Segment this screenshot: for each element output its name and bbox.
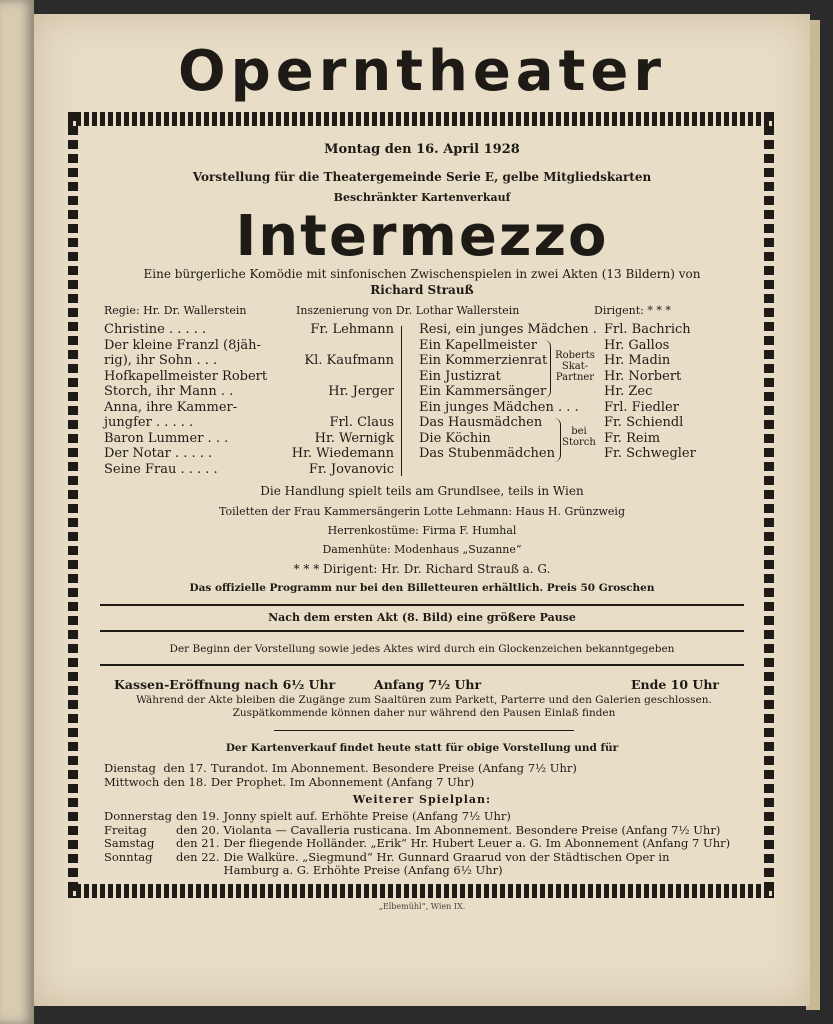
cast-row: Der kleine Franzl (8jäh-	[104, 337, 261, 353]
show-title: Intermezzo	[235, 204, 609, 269]
credit-inszenierung: Inszenierung von Dr. Lothar Wallerstein	[296, 304, 520, 317]
cast-right-singers	[604, 322, 734, 462]
cast-role: Resi, ein junges Mädchen .	[419, 322, 597, 337]
subtitle: Eine bürgerliche Komödie mit sinfonischen Zwischenspielen in zwei Akten (13 Bildern) von	[143, 267, 701, 281]
cast-row: Anna, ihre Kammer-	[104, 399, 238, 415]
cast-row: Baron Lummer . . . Hr. Wernigk	[104, 430, 394, 446]
credit-dirigent: Dirigent: * * *	[594, 304, 671, 317]
brace-label-skat: Roberts Skat-Partner	[555, 350, 595, 383]
note-costumes: Herrenkostüme: Firma F. Humhal	[327, 524, 517, 537]
cast-row: Seine Frau . . . . . Fr. Jovanovic	[104, 461, 394, 477]
rule-4	[274, 730, 574, 731]
cast-role: Ein Kapellmeister	[419, 337, 537, 353]
playbill-page	[34, 14, 810, 1006]
brace-label-storch: bei Storch	[562, 426, 596, 448]
book-spine	[0, 0, 34, 1024]
border-top	[68, 112, 774, 126]
door-note: Während der Akte bleiben die Zugänge zum Saaltüren zum Parkett, Parterre und den Galerien geschlossen. Zuspätkommende können daher nur während den Pausen Einlaß finden	[136, 694, 712, 719]
cast-singer: Fr. Schwegler	[604, 446, 696, 461]
cast-singer: Frl. Fiedler	[604, 399, 679, 415]
cast-row: Hofkapellmeister Robert	[104, 368, 268, 384]
date-line: Montag den 16. April 1928	[324, 142, 520, 157]
cast-row: jungfer . . . . . Frl. Claus	[104, 415, 394, 430]
cast-singer: Hr. Zec	[604, 384, 653, 399]
composer: Richard Strauß	[370, 283, 474, 297]
cast-role: Das Stubenmädchen	[419, 446, 555, 461]
box-sales-line: Der Kartenverkauf findet heute statt für obige Vorstellung und für	[225, 742, 619, 754]
note-setting: Die Handlung spielt teils am Grundlsee, teils in Wien	[260, 484, 584, 498]
cast-left	[104, 322, 394, 477]
cast-singer: Fr. Schiendl	[604, 415, 684, 430]
sales-line: Beschränkter Kartenverkauf	[333, 191, 511, 204]
schedule-row: Donnerstag den 19. Jonny spielt auf. Erhöhte Preise (Anfang 7½ Uhr)	[104, 809, 511, 823]
note-toilets: Toiletten der Frau Kammersängerin Lotte Lehmann: Haus H. Grünzweig	[218, 505, 625, 518]
cast-singer: Hr. Madin	[604, 353, 671, 368]
cast-row: Storch, ihr Mann . . Hr. Jerger	[104, 384, 394, 399]
schedule-row: Dienstag den 17. Turandot. Im Abonnement. Besondere Preise (Anfang 7½ Uhr)	[104, 761, 577, 775]
time-kasse: Kassen-Eröffnung nach 6½ Uhr	[114, 677, 336, 692]
conductor-line: * * * Dirigent: Hr. Dr. Richard Strauß a. G.	[293, 562, 551, 576]
rule-3	[100, 664, 744, 666]
sales-schedule	[104, 762, 581, 789]
border-bottom	[68, 884, 774, 898]
schedule-row: Mittwoch den 18. Der Prophet. Im Abonnement (Anfang 7 Uhr)	[104, 774, 475, 789]
schedule-row: Samstag den 21. Der fliegende Holländer. „Erik“ Hr. Hubert Leuer a. G. Im Abonnement (Anfang 7 Uhr)	[104, 836, 731, 850]
cast-role: Das Hausmädchen	[419, 415, 543, 430]
note-hats: Damenhüte: Modenhaus „Suzanne“	[322, 543, 522, 556]
cast-divider	[401, 326, 402, 476]
cast-role: Ein Justizrat	[419, 368, 501, 384]
cast-role: Die Köchin	[419, 430, 491, 446]
cast-row: Der Notar . . . . . Hr. Wiedemann	[104, 446, 394, 461]
cast-role: Ein Kommerzienrat	[419, 353, 548, 368]
further-title: Weiterer Spielplan:	[352, 793, 492, 806]
performance-line: Vorstellung für die Theatergemeinde Serie E, gelbe Mitgliedskarten	[192, 170, 652, 184]
cast-singer: Hr. Gallos	[604, 337, 670, 353]
cast-role: Ein Kammersänger	[419, 384, 547, 399]
time-anfang: Anfang 7½ Uhr	[374, 677, 482, 692]
cast-singer: Frl. Bachrich	[604, 322, 691, 337]
cast-singer: Hr. Norbert	[604, 368, 682, 384]
cast-role: Ein junges Mädchen . . .	[419, 399, 579, 415]
printer-mark: „Elbemühl“, Wien IX.	[378, 902, 466, 911]
schedule-row: Freitag den 20. Violanta — Cavalleria rusticana. Im Abonnement. Besondere Preise (Anfang 7½ Uhr)	[104, 822, 721, 837]
cast-singer: Fr. Reim	[604, 430, 661, 446]
cast-row: rig), ihr Sohn . . . Kl. Kaufmann	[104, 353, 394, 368]
program-line: Das offizielle Programm nur bei den Billetteuren erhältlich. Preis 50 Groschen	[189, 582, 655, 594]
bells-line: Der Beginn der Vorstellung sowie jedes Aktes wird durch ein Glockenzeichen bekanntgegeben	[169, 643, 675, 655]
brace-skat	[544, 340, 551, 398]
cast-row: Christine . . . . . Fr. Lehmann	[104, 322, 394, 337]
credit-regie: Regie: Hr. Dr. Wallerstein	[104, 304, 247, 317]
pause-line: Nach dem ersten Akt (8. Bild) eine größere Pause	[268, 611, 576, 624]
rule-1	[100, 604, 744, 606]
brace-storch	[554, 418, 561, 462]
schedule-row: Hamburg a. G. Erhöhte Preise (Anfang 6½ Uhr)	[223, 863, 503, 877]
time-ende: Ende 10 Uhr	[631, 677, 719, 692]
further-schedule	[104, 810, 734, 878]
schedule-row: Sonntag den 22. Die Walküre. „Siegmund“ Hr. Gunnard Graarud von der Städtischen Oper in	[104, 849, 670, 864]
rule-2	[100, 630, 744, 632]
theater-title: Operntheater	[178, 39, 666, 104]
